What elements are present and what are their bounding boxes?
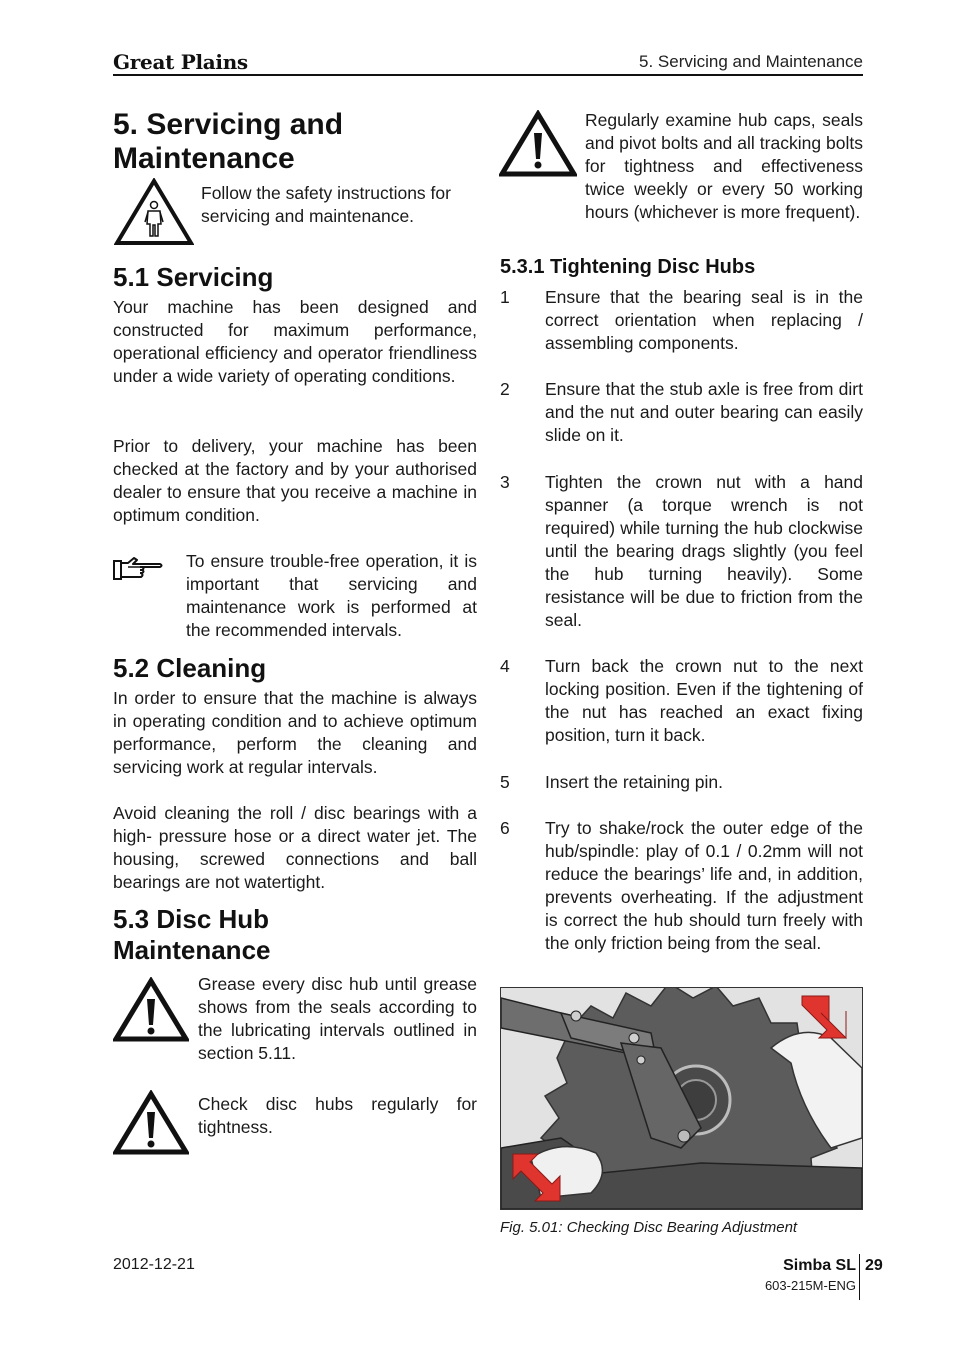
servicing-heading: 5.1 Servicing	[113, 262, 274, 292]
servicing-note: To ensure trouble-free operation, it is important that servicing and maintenance work is performed at the recommended intervals.	[186, 551, 477, 640]
tightening-heading: 5.3.1 Tightening Disc Hubs	[500, 256, 756, 278]
footer-date: 2012-12-21	[113, 1256, 195, 1273]
disc-hub-warning-2: Check disc hubs regularly for tightness.	[198, 1094, 477, 1137]
step-text: Try to shake/rock the outer edge of the hub/spindle: play of 0.1 / 0.2mm will not reduce the bearings’ life and, in addition, prevents overheating. If the adjustment is correct the hub should turn freely with the only friction being from the seal.	[545, 818, 863, 953]
figure-caption: Fig. 5.01: Checking Disc Bearing Adjustment	[500, 1219, 798, 1236]
step-text: Turn back the crown nut to the next locking position. Even if the tightening of the nut has reached an exact fixing position, turn it back.	[545, 656, 863, 745]
cleaning-paragraph-2: Avoid cleaning the roll / disc bearings with a high- pressure hose or a direct water jet. The housing, screwed connections and ball bearings are not watertight.	[113, 803, 477, 892]
pointing-hand-icon	[112, 555, 164, 583]
chapter-title	[113, 108, 477, 176]
footer-divider	[859, 1254, 860, 1300]
brand-logo: Great Plains	[113, 50, 248, 74]
safety-person-icon	[114, 178, 194, 246]
disc-hub-heading-line2: Maintenance	[113, 935, 271, 965]
step-number: 6	[500, 818, 510, 838]
servicing-paragraph-1: Your machine has been designed and constructed for maximum performance, operational efficiency and operator friendliness under a wide variety of operating conditions.	[113, 297, 477, 386]
warning-icon	[113, 977, 189, 1043]
disc-hub-warning-3: Regularly examine hub caps, seals and pivot bolts and all tracking bolts for tightness and effectiveness twice weekly or every 50 working hours (whichever is more frequent).	[585, 110, 863, 222]
step-text: Tighten the crown nut with a hand spanner (a torque wrench is not required) while turning the hub clockwise until the bearing drags slightly (you feel the hub turning heavily). Some resistance will be due to friction from the seal.	[545, 472, 863, 630]
step-text: Insert the retaining pin.	[545, 772, 724, 792]
disc-hub-heading	[113, 904, 477, 966]
running-header: 5. Servicing and Maintenance	[639, 52, 863, 71]
disc-bearing-illustration	[501, 988, 862, 1209]
step-number: 3	[500, 472, 510, 492]
step-number: 4	[500, 656, 510, 676]
step-text: Ensure that the stub axle is free from dirt and the nut and outer bearing can easily slide on it.	[545, 379, 863, 445]
warning-icon	[499, 110, 577, 178]
chapter-title-line1: 5. Servicing and	[113, 108, 344, 141]
chapter-title-line2: Maintenance	[113, 142, 295, 175]
step-number: 5	[500, 772, 510, 792]
step-number: 2	[500, 379, 510, 399]
page-number: 29	[865, 1257, 883, 1274]
cleaning-paragraph-1: In order to ensure that the machine is always in operating condition and to achieve optimum performance, perform the cleaning and servicing work at regular intervals.	[113, 688, 477, 777]
header-rule	[113, 74, 863, 76]
step-text: Ensure that the bearing seal is in the correct orientation when replacing / assembling components.	[545, 287, 863, 353]
footer-doc-code: 603-215M-ENG	[764, 1278, 856, 1293]
disc-bearing-photo	[500, 987, 863, 1210]
footer-model: Simba SL	[783, 1257, 856, 1274]
servicing-paragraph-2: Prior to delivery, your machine has been checked at the factory and by your authorised dealer to ensure that you receive a machine in optimum condition.	[113, 436, 477, 525]
step-number: 1	[500, 287, 510, 307]
warning-icon	[113, 1090, 189, 1156]
cleaning-heading: 5.2 Cleaning	[113, 653, 267, 683]
disc-hub-warning-1: Grease every disc hub until grease shows from the seals according to the lubricating intervals outlined in section 5.11.	[198, 974, 477, 1063]
disc-hub-heading-line1: 5.3 Disc Hub	[113, 904, 270, 934]
safety-instructions-text: Follow the safety instructions for servicing and maintenance.	[201, 183, 451, 226]
